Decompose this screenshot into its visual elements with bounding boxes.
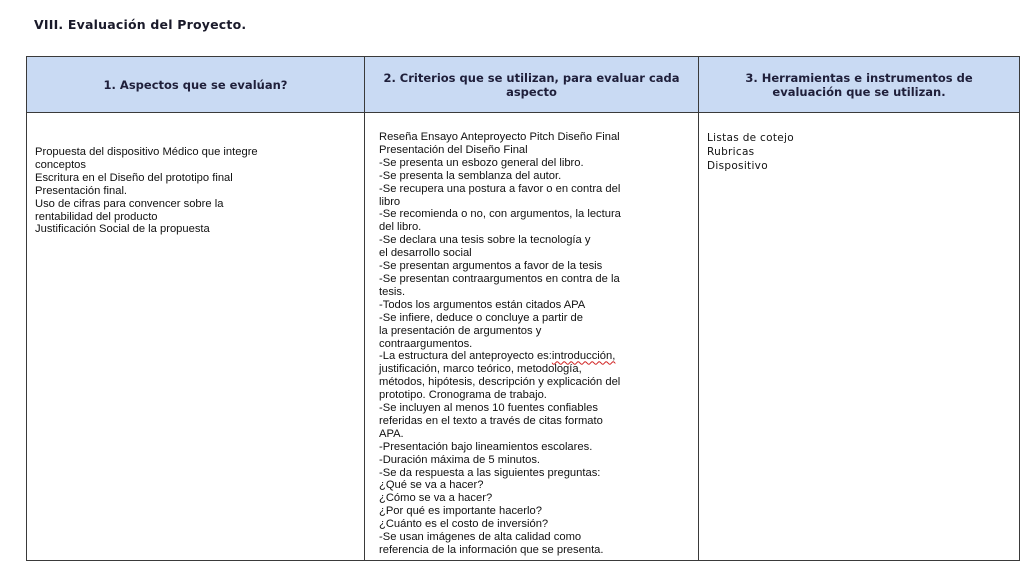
criteria-item: justificación, marco teórico, metodología, bbox=[379, 363, 582, 376]
criteria-item: APA. bbox=[379, 427, 404, 440]
criteria-item: ¿Qué se va a hacer? bbox=[379, 479, 484, 492]
criteria-item: tesis. bbox=[379, 285, 406, 298]
aspect-item: Justificación Social de la propuesta bbox=[35, 223, 210, 236]
criteria-item: -Se usan imágenes de alta calidad como bbox=[379, 531, 582, 544]
criteria-item: -Presentación bajo lineamientos escolares. bbox=[379, 440, 593, 453]
section-title: VIII. Evaluación del Proyecto. bbox=[34, 17, 247, 32]
criteria-item: ¿Cuánto es el costo de inversión? bbox=[379, 518, 549, 531]
criteria-item: -Todos los argumentos están citados APA bbox=[379, 298, 586, 311]
tool-item: Dispositivo bbox=[707, 160, 768, 172]
criteria-item: libro bbox=[379, 195, 401, 208]
aspect-item: rentabilidad del producto bbox=[35, 210, 158, 223]
header-tools: 3. Herramientas e instrumentos de evaluación que se utilizan. bbox=[699, 57, 1020, 113]
tool-item: Listas de cotejo bbox=[707, 132, 794, 144]
aspect-item: Uso de cifras para convencer sobre la bbox=[35, 197, 224, 210]
aspects-cell bbox=[27, 113, 365, 561]
criteria-item: -Se incluyen al menos 10 fuentes confiables bbox=[379, 402, 598, 415]
table-body-row bbox=[27, 113, 1020, 561]
criteria-item: prototipo. Cronograma de trabajo. bbox=[379, 389, 547, 402]
criteria-item: ¿Por qué es importante hacerlo? bbox=[379, 505, 542, 518]
aspect-item: Escritura en el Diseño del prototipo final bbox=[35, 171, 233, 184]
criteria-item: la presentación de argumentos y bbox=[379, 324, 542, 337]
criteria-cell bbox=[365, 113, 699, 561]
criteria-item: -Se da respuesta a las siguientes preguntas: bbox=[379, 466, 601, 479]
criteria-item: métodos, hipótesis, descripción y explicación del bbox=[379, 376, 621, 389]
header-aspects: 1. Aspectos que se evalúan? bbox=[27, 57, 365, 113]
aspect-item: conceptos bbox=[35, 158, 86, 171]
criteria-item: -La estructura del anteproyecto es:introducción, bbox=[379, 350, 616, 363]
tools-list bbox=[699, 113, 1019, 173]
spellcheck-underlined-word: introducción, bbox=[551, 350, 616, 363]
aspect-item: Propuesta del dispositivo Médico que integre bbox=[35, 146, 258, 158]
criteria-item: -Se recupera una postura a favor o en contra del bbox=[379, 182, 621, 195]
criteria-item: -Se presentan contraargumentos en contra de la bbox=[379, 272, 620, 285]
criteria-item: Reseña Ensayo Anteproyecto Pitch Diseño Final bbox=[379, 131, 620, 143]
criteria-item: -Se recomienda o no, con argumentos, la lectura bbox=[379, 208, 621, 221]
criteria-item: -Duración máxima de 5 minutos. bbox=[379, 453, 541, 466]
criteria-item: contraargumentos. bbox=[379, 337, 473, 350]
criteria-item: Presentación del Diseño Final bbox=[379, 143, 528, 156]
criteria-item: ¿Cómo se va a hacer? bbox=[379, 492, 493, 505]
aspects-list bbox=[27, 113, 364, 236]
criteria-item: -Se declara una tesis sobre la tecnología y bbox=[379, 234, 591, 247]
criteria-item: -Se presentan argumentos a favor de la tesis bbox=[379, 260, 603, 273]
tools-cell bbox=[699, 113, 1020, 561]
evaluation-table bbox=[26, 56, 1020, 561]
criteria-list bbox=[365, 113, 698, 557]
criteria-item: -Se presenta la semblanza del autor. bbox=[379, 169, 562, 182]
criteria-item: -Se presenta un esbozo general del libro. bbox=[379, 156, 584, 169]
tool-item: Rubricas bbox=[707, 146, 755, 158]
table-header-row bbox=[27, 57, 1020, 113]
criteria-item: -Se infiere, deduce o concluye a partir de bbox=[379, 311, 583, 324]
criteria-item: referencia de la información que se presenta. bbox=[379, 544, 604, 556]
aspect-item: Presentación final. bbox=[35, 184, 128, 197]
header-criteria: 2. Criterios que se utilizan, para evaluar cada aspecto bbox=[365, 57, 699, 113]
criteria-item: el desarrollo social bbox=[379, 247, 472, 260]
criteria-item: del libro. bbox=[379, 221, 422, 234]
criteria-item: referidas en el texto a través de citas formato bbox=[379, 414, 603, 427]
